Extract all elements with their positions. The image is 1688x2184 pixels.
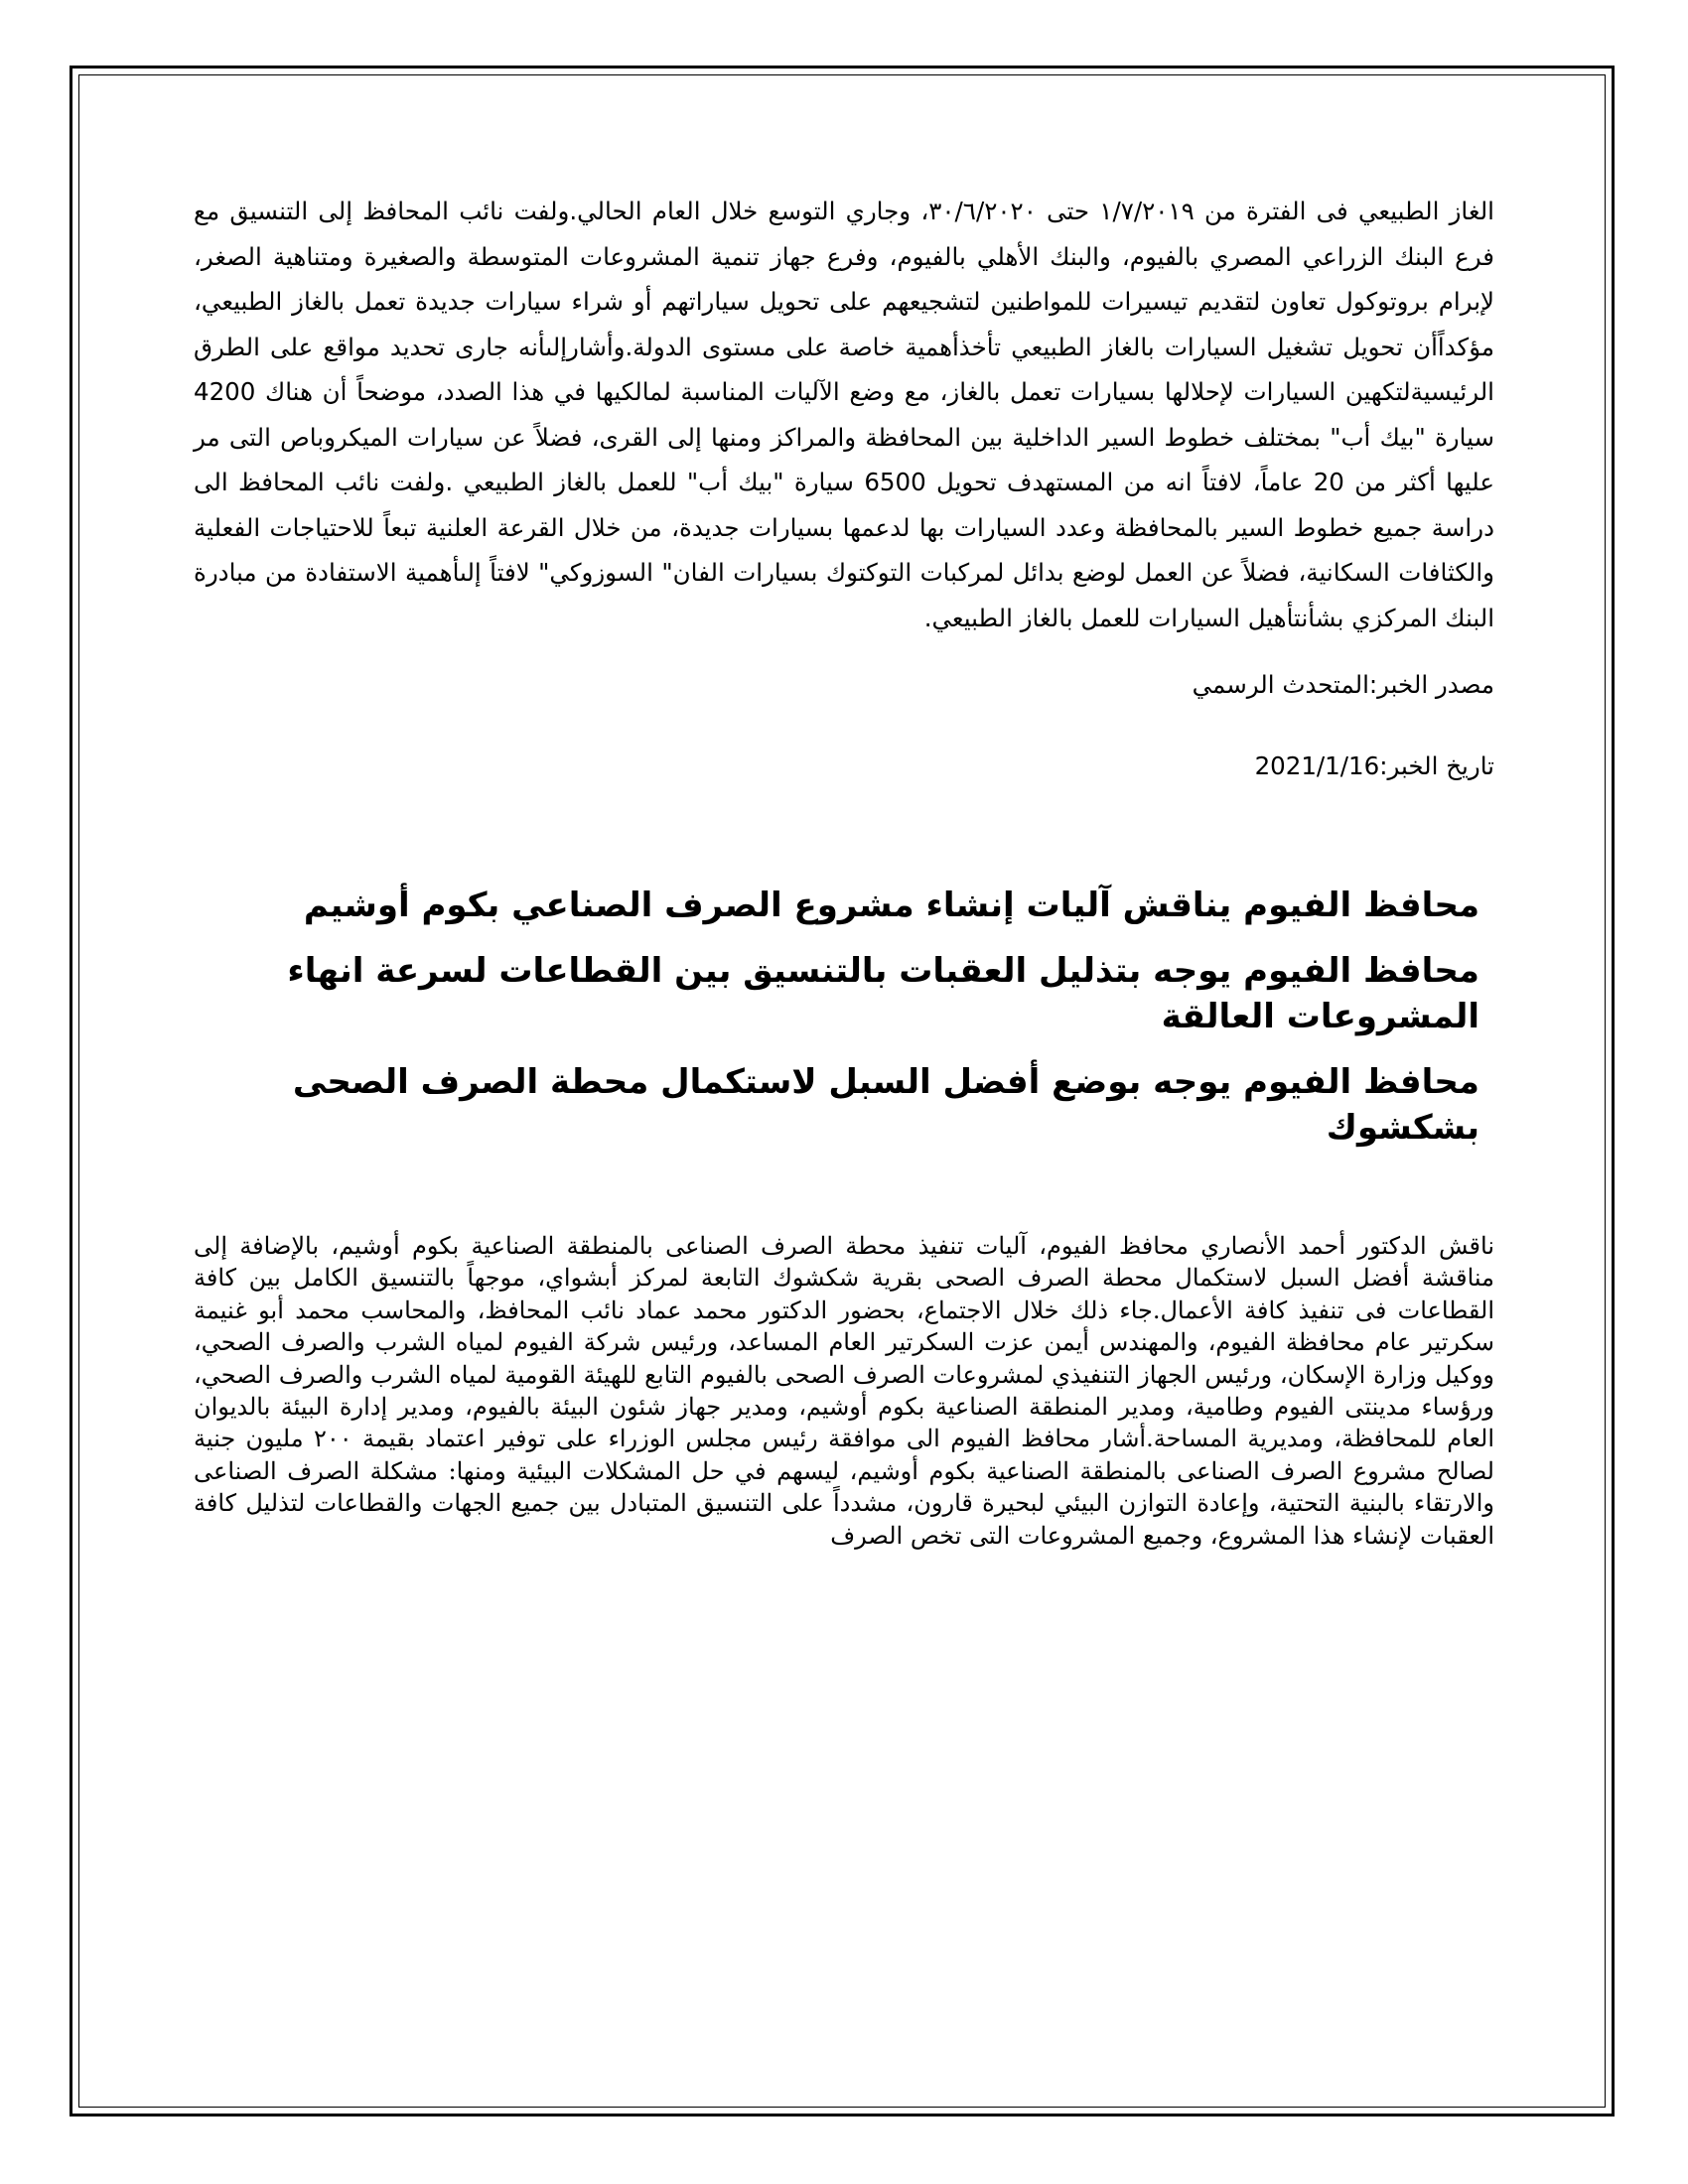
headline-1: محافظ الفيوم يناقش آليات إنشاء مشروع الصرف الصناعي بكوم أوشيم bbox=[303, 886, 1479, 925]
headline-3: محافظ الفيوم يوجه بوضع أفضل السبل لاستكمال محطة الصرف الصحى بشكشوك bbox=[292, 1062, 1479, 1148]
news-date: تاريخ الخبر:2021/1/16 bbox=[1254, 751, 1494, 780]
document-content bbox=[194, 189, 1494, 1552]
headline-2: محافظ الفيوم يوجه بتذليل العقبات بالتنسيق بين القطاعات لسرعة انهاء المشروعات العالقة bbox=[287, 951, 1479, 1036]
headlines-block bbox=[194, 883, 1494, 1151]
news-source: مصدر الخبر:المتحدث الرسمي bbox=[1192, 670, 1494, 699]
article-1-body: الغاز الطبيعي فى الفترة من ١/٧/٢٠١٩ حتى ٣٠/٦/٢٠٢٠، وجاري التوسع خلال العام الحالي.ولفت نائب المحافظ إلى التنسيق مع فرع البنك الزراعي المصري بالفيوم، والبنك الأهلي بالفيوم، وفرع جهاز تنمية المشروعات المتوسطة والصغيرة ومتناهية الصغر، لإبرام بروتوكول تعاون لتقديم تيسيرات للمواطنين لتشجيعهم على تحويل سياراتهم أو شراء سيارات جديدة تعمل بالغاز الطبيعي، مؤكداًأن تحويل تشغيل السيارات بالغاز الطبيعي تأخذأهمية خاصة على مستوى الدولة.وأشارإلىأنه جارى تحديد مواقع على الطرق الرئيسيةلتكهين السيارات لإحلالها بسيارات تعمل بالغاز، مع وضع الآليات المناسبة لمالكيها في هذا الصدد، موضحاً أن هناك 4200 سيارة "بيك أب" بمختلف خطوط السير الداخلية بين المحافظة والمراكز ومنها إلى القرى، فضلاً عن سيارات الميكروباص التى مر عليها أكثر من 20 عاماً، لافتاً انه من المستهدف تحويل 6500 سيارة "بيك أب" للعمل بالغاز الطبيعي .ولفت نائب المحافظ الى دراسة جميع خطوط السير بالمحافظة وعدد السيارات بها لدعمها بسيارات جديدة، من خلال القرعة العلنية تبعاً للاحتياجات الفعلية والكثافات السكانية، فضلاً عن العمل لوضع بدائل لمركبات التوكتوك بسيارات الفان" السوزوكي" لافتاً إلىأهمية الاستفادة من مبادرة البنك المركزي بشأنتأهيل السيارات للعمل بالغاز الطبيعي. bbox=[194, 197, 1494, 632]
article-2-body: ناقش الدكتور أحمد الأنصاري محافظ الفيوم، آليات تنفيذ محطة الصرف الصناعى بالمنطقة الصناعية بكوم أوشيم، بالإضافة إلى مناقشة أفضل السبل لاستكمال محطة الصرف الصحى بقرية شكشوك التابعة لمركز أبشواي، موجهاً بالتنسيق الكامل بين كافة القطاعات فى تنفيذ كافة الأعمال.جاء ذلك خلال الاجتماع، بحضور الدكتور محمد عماد نائب المحافظ، والمحاسب محمد أبو غنيمة سكرتير عام محافظة الفيوم، والمهندس أيمن عزت السكرتير العام المساعد، ورئيس شركة الفيوم لمياه الشرب والصرف الصحي، ووكيل وزارة الإسكان، ورئيس الجهاز التنفيذي لمشروعات الصرف الصحى بالفيوم التابع للهيئة القومية لمياه الشرب والصرف الصحي، ورؤساء مدينتى الفيوم وطامية، ومدير المنطقة الصناعية بكوم أوشيم، ومدير جهاز شئون البيئة بالفيوم، ومدير إدارة البيئة بالديوان العام للمحافظة، ومديرية المساحة.أشار محافظ الفيوم الى موافقة رئيس مجلس الوزراء على توفير اعتماد بقيمة ٢٠٠ مليون جنية لصالح مشروع الصرف الصناعى بالمنطقة الصناعية بكوم أوشيم، ليسهم في حل المشكلات البيئية ومنها: مشكلة الصرف الصناعى والارتقاء بالبنية التحتية، وإعادة التوازن البيئي لبحيرة قارون، مشدداً على التنسيق المتبادل بين جميع الجهات والقطاعات لتذليل كافة العقبات لإنشاء هذا المشروع، وجميع المشروعات التى تخص الصرف bbox=[194, 1232, 1495, 1550]
